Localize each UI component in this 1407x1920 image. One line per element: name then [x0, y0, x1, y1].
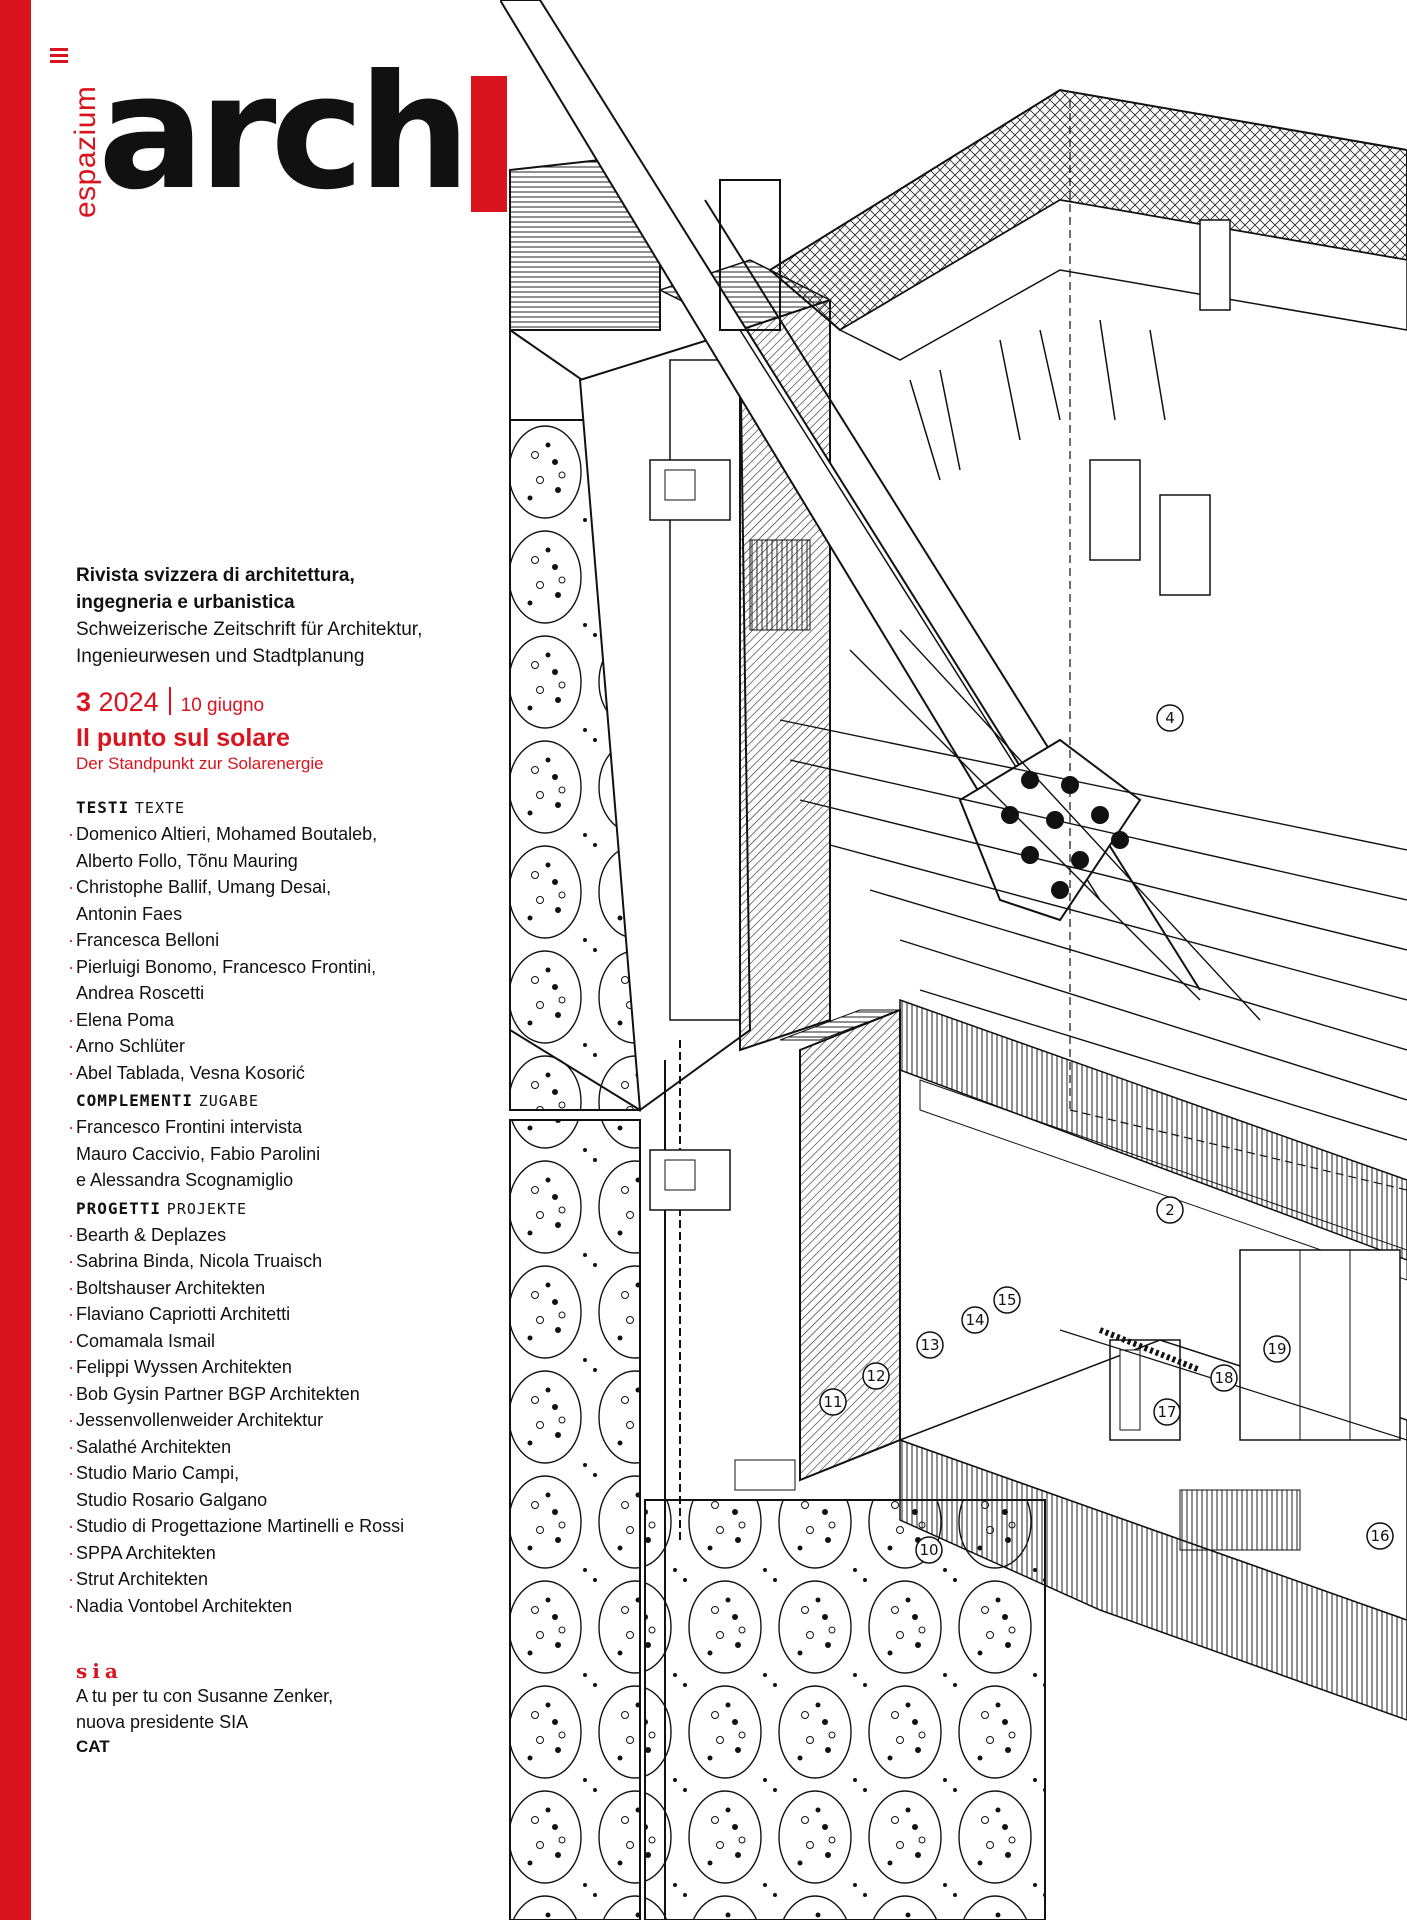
- callout-18: [1211, 1365, 1237, 1391]
- list-item: Antonin Faes: [76, 903, 183, 924]
- issue-line: [76, 685, 496, 723]
- theme-title: Il punto sul solare: [76, 724, 290, 752]
- list-item: · Pierluigi Bonomo, Francesco Frontini,: [68, 956, 377, 977]
- callout-13: [917, 1332, 943, 1358]
- list-item: · Bearth & Deplazes: [68, 1224, 227, 1245]
- list-item: · Salathé Architekten: [68, 1436, 232, 1457]
- list-item: · Boltshauser Architekten: [68, 1277, 266, 1298]
- list-item: · Sabrina Binda, Nicola Truaisch: [68, 1251, 323, 1271]
- issue-separator: [169, 687, 171, 715]
- callout-14: [962, 1307, 988, 1333]
- list-item: · Abel Tablada, Vesna Kosorić: [68, 1062, 305, 1083]
- svg-text:12: 12: [866, 1367, 886, 1385]
- section-title: PROGETTI: [76, 1198, 162, 1218]
- theme-subtitle: Der Standpunkt zur Solarenergie: [76, 754, 324, 773]
- svg-text:4: 4: [1165, 709, 1175, 727]
- section-title-de: ZUGABE: [198, 1092, 259, 1110]
- svg-text:18: 18: [1214, 1369, 1234, 1387]
- list-item: · Strut Architekten: [68, 1569, 209, 1589]
- sia-line-2: nuova presidente SIA: [76, 1712, 249, 1732]
- svg-text:16: 16: [1370, 1527, 1390, 1545]
- list-item: Mauro Caccivio, Fabio Parolini: [76, 1143, 321, 1164]
- svg-text:2: 2: [1165, 1201, 1175, 1219]
- section-complementi: [76, 1088, 496, 1114]
- section-title-de: PROJEKTE: [166, 1199, 248, 1218]
- cat-label: CAT: [76, 1737, 110, 1756]
- list-item: Studio Rosario Galgano: [76, 1489, 268, 1510]
- list-item: · Studio Mario Campi,: [68, 1463, 240, 1483]
- svg-text:14: 14: [965, 1311, 985, 1329]
- svg-text:19: 19: [1267, 1340, 1287, 1358]
- list-item: · Studio di Progettazione Martinelli e Rossi: [68, 1516, 405, 1536]
- callout-4: [1157, 705, 1183, 731]
- list-item: · Arno Schlüter: [68, 1036, 186, 1056]
- list-item: · Comamala Ismail: [68, 1330, 216, 1351]
- list-item: · Francesco Frontini intervista: [68, 1117, 303, 1137]
- callout-11: [820, 1389, 846, 1415]
- list-item: · Bob Gysin Partner BGP Architekten: [68, 1383, 360, 1404]
- tagline-de-1: Schweizerische Zeitschrift für Architektur,: [76, 619, 423, 640]
- espazium-wordmark: espazium: [69, 85, 102, 218]
- list-item: · Christophe Ballif, Umang Desai,: [68, 877, 332, 897]
- list-item: · Felippi Wyssen Architekten: [68, 1357, 292, 1377]
- archi-logo: [98, 41, 507, 225]
- espazium-brand: [43, 48, 102, 218]
- list-item: · Elena Poma: [68, 1009, 175, 1030]
- callout-16: [1367, 1523, 1393, 1549]
- section-testi: [76, 795, 496, 821]
- callout-2: [1157, 1197, 1183, 1223]
- section-progetti: [76, 1196, 496, 1222]
- cover-info: [68, 562, 496, 1759]
- svg-text:17: 17: [1157, 1403, 1177, 1421]
- tagline-it-1: Rivista svizzera di architettura,: [76, 565, 355, 586]
- svg-text:15: 15: [997, 1291, 1017, 1309]
- callout-15: [994, 1287, 1020, 1313]
- svg-text:11: 11: [823, 1393, 843, 1411]
- list-item: · Francesca Belloni: [68, 930, 220, 950]
- tagline-de-2: Ingenieurwesen und Stadtplanung: [76, 646, 365, 667]
- section-title-de: TEXTE: [134, 799, 186, 817]
- list-item: · Domenico Altieri, Mohamed Boutaleb,: [68, 824, 378, 844]
- issue-year: 2024: [98, 687, 159, 717]
- list-item: · SPPA Architekten: [68, 1542, 216, 1563]
- issue-date: 10 giugno: [180, 695, 265, 716]
- list-item: · Jessenvollenweider Architektur: [68, 1410, 324, 1430]
- svg-text:13: 13: [920, 1336, 940, 1354]
- list-item: Alberto Follo, Tõnu Mauring: [76, 850, 298, 871]
- callout-12: [863, 1363, 889, 1389]
- logo-text: arch: [98, 41, 465, 225]
- section-title: COMPLEMENTI: [76, 1091, 193, 1110]
- tagline-it-2: ingegneria e urbanistica: [76, 592, 295, 613]
- sia-label: sia: [76, 1659, 123, 1683]
- testi-list: [68, 821, 496, 1086]
- list-item: Andrea Roscetti: [76, 983, 205, 1003]
- callout-10: [916, 1537, 942, 1563]
- issue-number: 3: [76, 687, 92, 717]
- section-title: TESTI: [76, 798, 130, 817]
- list-item: · Nadia Vontobel Architekten: [68, 1595, 293, 1616]
- callout-17: [1154, 1399, 1180, 1425]
- axonometric-drawing: [500, 0, 1407, 1920]
- red-side-bar: [0, 0, 31, 1920]
- svg-text:10: 10: [919, 1541, 939, 1559]
- espazium-lines-icon: [50, 48, 68, 68]
- callout-19: [1264, 1336, 1290, 1362]
- list-item: e Alessandra Scognamiglio: [76, 1170, 294, 1190]
- list-item: · Flaviano Capriotti Architetti: [68, 1304, 291, 1324]
- progetti-list: [68, 1222, 496, 1620]
- complementi-list: [68, 1114, 496, 1194]
- sia-line-1: A tu per tu con Susanne Zenker,: [76, 1686, 334, 1706]
